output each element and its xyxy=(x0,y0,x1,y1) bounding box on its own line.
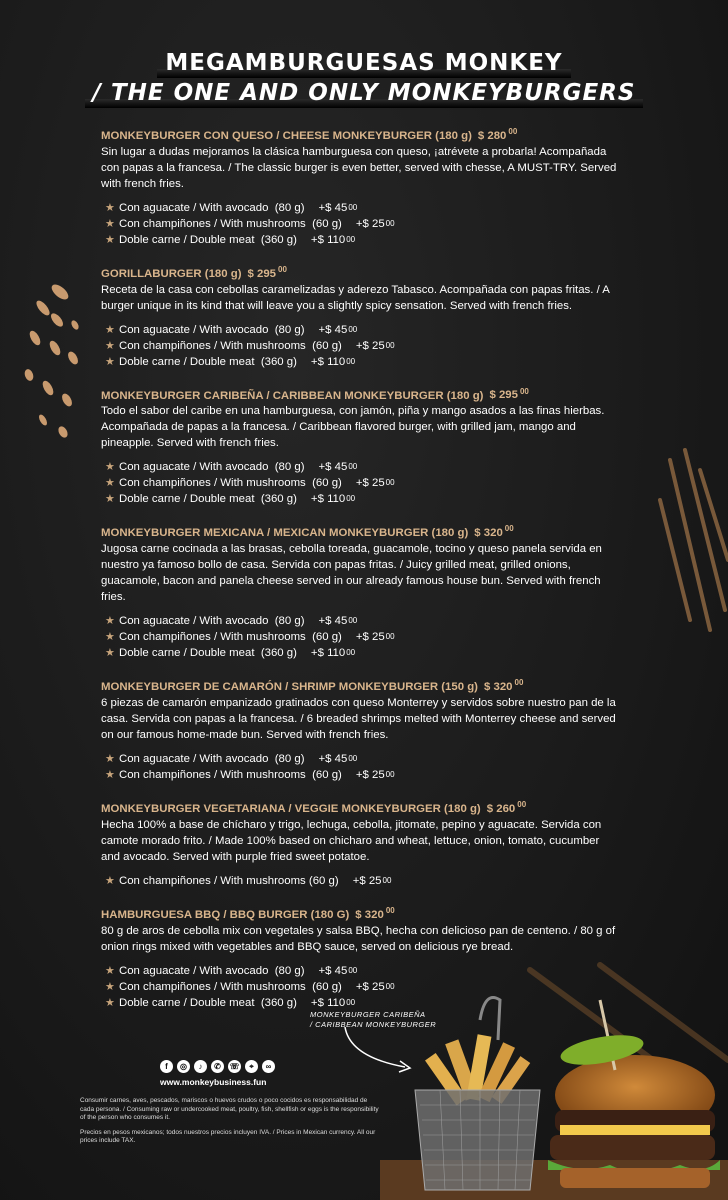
extra-label: Doble carne / Double meat (360 g) xyxy=(119,233,297,246)
extra-price: +$ 45 xyxy=(318,461,348,474)
item-price-cents: 00 xyxy=(517,799,527,809)
extra-option xyxy=(101,338,621,354)
extra-label: Con aguacate / With avocado (80 g) xyxy=(119,964,305,977)
item-name: GORILLABURGER (180 g) xyxy=(101,267,242,280)
extra-price: +$ 45 xyxy=(318,752,348,765)
item-name: MONKEYBURGER CARIBEÑA / CARIBBEAN MONKEYBURGER (180 g) xyxy=(101,389,484,402)
extra-price-cents: 00 xyxy=(348,202,358,212)
extra-label: Doble carne / Double meat (360 g) xyxy=(119,355,297,368)
item-price: $ 320 xyxy=(483,680,513,693)
extra-price: +$ 25 xyxy=(352,874,382,887)
extra-label: Con champiñones / With mushrooms (60 g) xyxy=(119,980,342,993)
extra-option xyxy=(101,629,621,645)
item-price-cents: 00 xyxy=(504,524,514,534)
extra-price: +$ 110 xyxy=(310,493,346,506)
star-icon: ★ xyxy=(105,768,115,781)
extra-price-cents: 00 xyxy=(385,981,395,991)
extra-price: +$ 25 xyxy=(355,768,385,781)
extra-label: Con aguacate / With avocado (80 g) xyxy=(119,201,305,214)
extra-price: +$ 45 xyxy=(318,201,348,214)
extra-label: Con aguacate / With avocado (80 g) xyxy=(119,323,305,336)
extra-price-cents: 00 xyxy=(346,648,356,658)
item-name: MONKEYBURGER CON QUESO / CHEESE MONKEYBURGER (180 g) xyxy=(101,129,472,142)
caption-line1: MONKEYBURGER CARIBEÑA xyxy=(310,1010,426,1019)
star-icon: ★ xyxy=(105,874,115,887)
extra-price-cents: 00 xyxy=(385,340,395,350)
item-name: MONKEYBURGER VEGETARIANA / VEGGIE MONKEYBURGER (180 g) xyxy=(101,802,481,815)
item-price-cents: 00 xyxy=(508,127,518,136)
item-description: 80 g de aros de cebolla mix con vegetales y salsa BBQ, hecha con delicioso pan de centeno. / 80 g of onion rings mixed with vegetables and BBQ sauce, served on delicious rye bread. xyxy=(101,924,616,953)
star-icon: ★ xyxy=(105,461,115,474)
menu-item-title xyxy=(101,124,621,144)
star-icon: ★ xyxy=(105,201,115,214)
menu-item-title xyxy=(101,797,621,817)
extra-price: +$ 25 xyxy=(355,631,385,644)
menu-item xyxy=(101,675,621,783)
extra-price-cents: 00 xyxy=(346,494,356,504)
disclaimer-raw-food: Consumir carnes, aves, pescados, mariscos o huevos crudos o poco cocidos es responsabilidad de cada persona. / Consuming raw or undercooked meat, poultry, fish, shellfish or eggs is the responsibility of the person who consumes it. xyxy=(80,1097,379,1121)
star-icon: ★ xyxy=(105,217,115,230)
phone-icon[interactable]: ☏ xyxy=(229,1062,240,1071)
extra-option xyxy=(101,459,621,475)
star-icon: ★ xyxy=(105,615,115,628)
instagram-icon[interactable]: ◎ xyxy=(177,1060,190,1073)
extra-option xyxy=(101,645,621,661)
star-icon: ★ xyxy=(105,647,115,660)
menu-item-title xyxy=(101,262,621,282)
menu-title-line1: MEGAMBURGUESAS MONKEY xyxy=(0,48,728,78)
website-link[interactable]: www.monkeybusiness.fun xyxy=(160,1077,267,1087)
extra-price: +$ 25 xyxy=(355,217,385,230)
menu-item xyxy=(101,124,621,248)
extra-label: Con champiñones / With mushrooms (60 g) xyxy=(119,631,342,644)
menu-item-title xyxy=(101,903,621,923)
extra-label: Con champiñones / With mushrooms (60 g) xyxy=(119,339,342,352)
star-icon: ★ xyxy=(105,752,115,765)
extra-label: Con champiñones / With mushrooms (60 g) xyxy=(119,874,339,887)
item-name: HAMBURGUESA BBQ / BBQ BURGER (180 G) xyxy=(101,908,350,921)
extra-price: +$ 25 xyxy=(355,477,385,490)
menu-list xyxy=(101,124,621,1025)
extra-label: Con champiñones / With mushrooms (60 g) xyxy=(119,768,342,781)
menu-item-title xyxy=(101,521,621,541)
extra-label: Doble carne / Double meat (360 g) xyxy=(119,996,297,1009)
location-icon[interactable]: ⌖ xyxy=(245,1060,258,1073)
disclaimer xyxy=(80,1097,380,1152)
menu-item-title xyxy=(101,675,621,695)
extra-price: +$ 110 xyxy=(310,647,346,660)
extra-price: +$ 25 xyxy=(355,980,385,993)
item-price-cents: 00 xyxy=(519,386,529,396)
item-price-cents: 00 xyxy=(385,905,395,915)
extra-price-cents: 00 xyxy=(346,234,356,244)
extra-option xyxy=(101,475,621,491)
extra-option xyxy=(101,613,621,629)
extra-price-cents: 00 xyxy=(385,632,395,642)
menu-item xyxy=(101,797,621,889)
menu-item xyxy=(101,384,621,508)
extra-option xyxy=(101,767,621,783)
extra-price-cents: 00 xyxy=(385,769,395,779)
whatsapp-icon[interactable]: ✆ xyxy=(211,1060,224,1073)
burger-photo xyxy=(380,960,728,1200)
menu-header xyxy=(0,48,728,108)
menu-item xyxy=(101,262,621,370)
extra-option xyxy=(101,322,621,338)
star-icon: ★ xyxy=(105,323,115,336)
extra-option xyxy=(101,354,621,370)
extra-price-cents: 00 xyxy=(348,753,358,763)
item-price-cents: 00 xyxy=(514,678,524,688)
menu-item xyxy=(101,521,621,661)
item-price-cents: 00 xyxy=(278,264,287,274)
star-icon: ★ xyxy=(105,631,115,644)
item-price: $ 260 xyxy=(486,802,516,815)
extra-price-cents: 00 xyxy=(382,875,392,885)
item-price: $ 320 xyxy=(355,908,384,921)
paw-print-decoration xyxy=(15,280,90,450)
extra-price-cents: 00 xyxy=(348,324,358,334)
fries-basket xyxy=(415,998,540,1191)
extra-label: Con aguacate / With avocado (80 g) xyxy=(119,461,305,474)
item-description: 6 piezas de camarón empanizado gratinados con queso Monterrey y servidos sobre nuestro pan de la casa. Servida con papas a la francesa. / 6 breaded shrimps melted with Monterrey cheese and served on our famous home-made bun. Served with french fries. xyxy=(101,696,616,741)
social-icons xyxy=(160,1060,275,1073)
menu-item-title xyxy=(101,384,621,404)
item-description: Todo el sabor del caribe en una hamburguesa, con jamón, piña y mango asados a las finas hierbas. Acompañada de papas a la francesa. / Caribbean flavored burger, with grilled jam, mango and pineapple. Served with french fries. xyxy=(101,405,605,450)
menu-title-line2: / THE ONE AND ONLY MONKEYBURGERS xyxy=(0,78,728,108)
extra-price-cents: 00 xyxy=(346,997,356,1007)
item-description: Receta de la casa con cebollas caramelizadas y aderezo Tabasco. Acompañada con papas fritas. / A burger unique in its kind that will leave you a slightly spicy sensation. Served with french fries. xyxy=(101,283,610,312)
star-icon: ★ xyxy=(105,477,115,490)
extra-price-cents: 00 xyxy=(348,965,358,975)
item-description: Jugosa carne cocinada a las brasas, cebolla toreada, guacamole, tocino y queso panela servida en nuestro ya famoso bollo de casa. Servida con papas fritas. / Juicy grilled meat, grilled onions, guacamole, bacon and panela cheese served in our already famous house bun. Served with french fries. xyxy=(101,543,602,604)
extra-option xyxy=(101,200,621,216)
item-name: MONKEYBURGER MEXICANA / MEXICAN MONKEYBURGER (180 g) xyxy=(101,527,469,540)
item-description: Sin lugar a dudas mejoramos la clásica hamburguesa con queso, ¡atrévete a probarla! Acompañada con papas a la francesa. / The classic burger is even better, served with chesse, A MUST-TRY. Served with french fries. xyxy=(101,145,617,190)
star-icon: ★ xyxy=(105,996,115,1009)
extra-label: Doble carne / Double meat (360 g) xyxy=(119,493,297,506)
disclaimer-prices: Precios en pesos mexicanos; todos nuestros precios incluyen IVA. / Prices in Mexican currency. All our prices include TAX. xyxy=(80,1128,376,1144)
extra-option xyxy=(101,232,621,248)
item-price: $ 295 xyxy=(247,267,277,280)
item-price: $ 320 xyxy=(474,527,503,540)
extra-price-cents: 00 xyxy=(346,356,356,366)
facebook-icon[interactable]: f xyxy=(160,1060,173,1073)
extra-label: Con champiñones / With mushrooms (60 g) xyxy=(119,477,342,490)
star-icon: ★ xyxy=(105,233,115,246)
item-price: $ 280 xyxy=(477,129,507,142)
extra-price: +$ 110 xyxy=(310,355,346,368)
extra-price-cents: 00 xyxy=(385,218,395,228)
extra-option xyxy=(101,751,621,767)
extra-label: Con champiñones / With mushrooms (60 g) xyxy=(119,217,342,230)
extra-label: Doble carne / Double meat (360 g) xyxy=(119,647,297,660)
tiktok-icon[interactable]: ♪ xyxy=(194,1060,207,1073)
caption-line2: / CARIBBEAN MONKEYBURGER xyxy=(310,1020,437,1029)
item-description: Hecha 100% a base de chícharo y trigo, lechuga, cebolla, jitomate, pepino y aguacate. Servida con camote morado frito. / Made 100% based on chicharo and wheat, lettuce, onion, tomato, cucumber and avocado. Served with purple fried sweet potatoe. xyxy=(101,818,602,863)
extra-price: +$ 45 xyxy=(318,615,348,628)
extra-price-cents: 00 xyxy=(385,478,395,488)
extra-price: +$ 110 xyxy=(310,233,346,246)
extra-option xyxy=(101,491,621,507)
item-price: $ 295 xyxy=(489,389,518,402)
extra-price: +$ 45 xyxy=(318,964,348,977)
tripadvisor-icon[interactable]: ∞ xyxy=(262,1060,275,1073)
brush-stroke-decoration xyxy=(650,440,728,640)
star-icon: ★ xyxy=(105,980,115,993)
extra-label: Con aguacate / With avocado (80 g) xyxy=(119,752,305,765)
star-icon: ★ xyxy=(105,493,115,506)
extra-price: +$ 25 xyxy=(355,339,385,352)
extra-label: Con aguacate / With avocado (80 g) xyxy=(119,615,305,628)
burger-illustration xyxy=(548,1000,720,1188)
star-icon: ★ xyxy=(105,339,115,352)
extra-option xyxy=(101,216,621,232)
extra-price-cents: 00 xyxy=(348,462,358,472)
extra-price: +$ 45 xyxy=(318,323,348,336)
item-name: MONKEYBURGER DE CAMARÓN / SHRIMP MONKEYBURGER (150 g) xyxy=(101,680,478,693)
extra-price-cents: 00 xyxy=(348,616,358,626)
extra-option xyxy=(101,873,621,889)
star-icon: ★ xyxy=(105,964,115,977)
extra-price: +$ 110 xyxy=(310,996,346,1009)
star-icon: ★ xyxy=(105,355,115,368)
